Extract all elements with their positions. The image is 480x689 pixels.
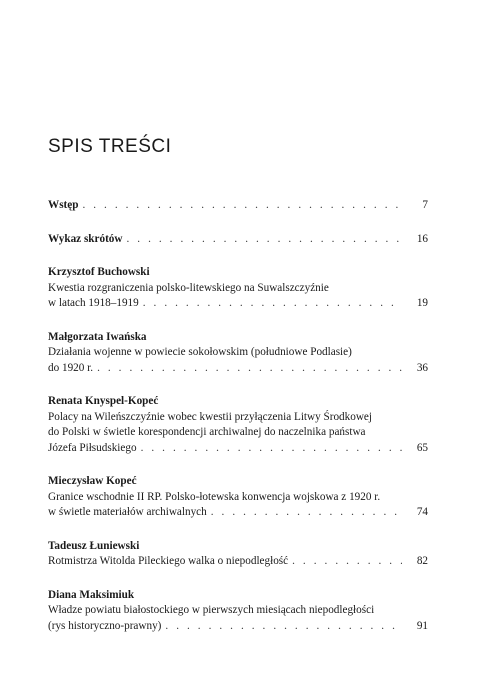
entry-author: Mieczysław Kopeć bbox=[48, 475, 137, 487]
dot-leader bbox=[141, 441, 402, 457]
dot-leader bbox=[143, 296, 402, 312]
page-number: 74 bbox=[416, 506, 428, 518]
page-title: SPIS TREŚCI bbox=[48, 136, 172, 157]
toc-entry-intro[interactable] bbox=[48, 198, 428, 214]
page-number: 65 bbox=[416, 441, 428, 454]
page-number: 91 bbox=[416, 619, 428, 632]
entry-title-line: w latach 1918–1919 bbox=[48, 297, 139, 309]
entry-title-line: Józefa Piłsudskiego bbox=[48, 441, 137, 454]
page-number: 82 bbox=[416, 555, 428, 567]
table-of-contents bbox=[48, 198, 428, 652]
toc-entry[interactable] bbox=[48, 539, 428, 570]
toc-entry[interactable] bbox=[48, 474, 428, 521]
entry-title-line: Kwestia rozgraniczenia polsko-litewskiego na Suwalszczyźnie bbox=[48, 281, 329, 294]
dot-leader bbox=[211, 505, 402, 521]
dot-leader bbox=[165, 619, 402, 635]
entry-author: Tadeusz Łuniewski bbox=[48, 539, 140, 552]
toc-entry[interactable] bbox=[48, 330, 428, 377]
page-number: 7 bbox=[422, 199, 428, 211]
entry-title-line: Granice wschodnie II RP. Polsko-łotewska konwencja wojskowa z 1920 r. bbox=[48, 490, 381, 503]
toc-entry-abbreviations[interactable] bbox=[48, 232, 428, 248]
entry-author: Małgorzata Iwańska bbox=[48, 330, 147, 343]
dot-leader bbox=[126, 232, 402, 248]
page-number: 36 bbox=[416, 361, 428, 374]
dot-leader bbox=[292, 554, 402, 570]
entry-title-line: do Polski w świetle korespondencji archiwalnej do naczelnika państwa bbox=[48, 426, 366, 438]
dot-leader bbox=[97, 361, 402, 377]
entry-author: Diana Maksimiuk bbox=[48, 588, 135, 601]
page-number: 19 bbox=[416, 297, 428, 309]
toc-entry[interactable] bbox=[48, 265, 428, 312]
entry-author: Krzysztof Buchowski bbox=[48, 266, 150, 278]
page-number: 16 bbox=[416, 232, 428, 245]
toc-entry[interactable] bbox=[48, 394, 428, 456]
entry-title: Wstęp bbox=[48, 199, 79, 211]
entry-author: Renata Knyspel-Kopeć bbox=[48, 395, 159, 407]
entry-title-line: do 1920 r. bbox=[48, 361, 94, 374]
toc-entry[interactable] bbox=[48, 588, 428, 635]
entry-title: Wykaz skrótów bbox=[48, 232, 123, 245]
entry-title-line: (rys historyczno-prawny) bbox=[48, 619, 162, 632]
entry-title-line: w świetle materiałów archiwalnych bbox=[48, 506, 207, 518]
entry-title-line: Rotmistrza Witolda Pileckiego walka o niepodległość bbox=[48, 555, 289, 567]
dot-leader bbox=[82, 198, 402, 214]
entry-title-line: Działania wojenne w powiecie sokołowskim (południowe Podlasie) bbox=[48, 346, 352, 358]
entry-title-line: Władze powiatu białostockiego w pierwszych miesiącach niepodległości bbox=[48, 604, 375, 616]
entry-title-line: Polacy na Wileńszczyźnie wobec kwestii przyłączenia Litwy Środkowej bbox=[48, 410, 372, 423]
